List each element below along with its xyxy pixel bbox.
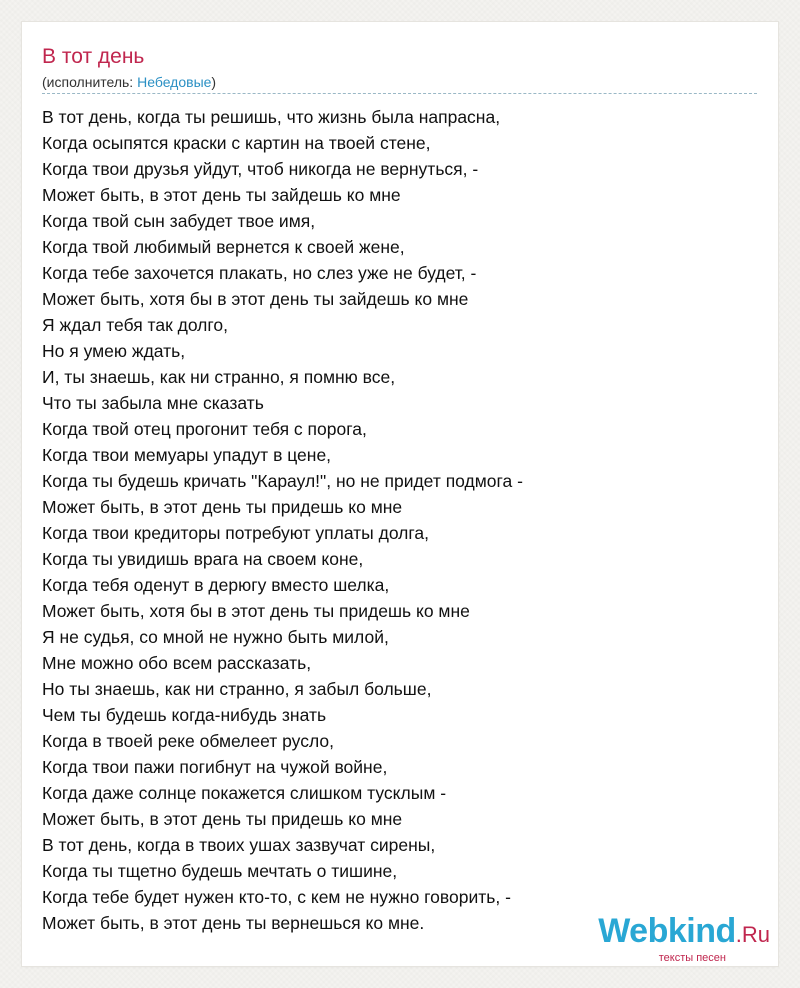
logo-tagline: тексты песен (658, 952, 726, 964)
lyric-line: Когда твои друзья уйдут, чтоб никогда не вернуться, - (42, 159, 479, 179)
lyric-line: Может быть, в этот день ты зайдешь ко мне (42, 185, 401, 205)
lyric-line: Когда твои кредиторы потребуют уплаты долга, (42, 523, 429, 543)
lyric-line: Но ты знаешь, как ни странно, я забыл больше, (42, 679, 432, 699)
lyric-line: Я не судья, со мной не нужно быть милой, (42, 627, 389, 647)
artist-link[interactable]: Небедовые (137, 74, 212, 90)
lyric-line: Чем ты будешь когда-нибудь знать (42, 705, 327, 725)
artist-label: (исполнитель: (42, 74, 138, 90)
lyrics-text (42, 104, 757, 936)
artist-line (42, 73, 216, 91)
lyrics-card (22, 22, 778, 966)
lyric-line: Может быть, хотя бы в этот день ты придешь ко мне (42, 601, 470, 621)
lyric-line: Когда тебя оденут в дерюгу вместо шелка, (42, 575, 390, 595)
lyric-line: Может быть, в этот день ты вернешься ко мне. (42, 913, 425, 933)
title-divider (42, 93, 757, 94)
lyric-line: Когда твои пажи погибнут на чужой войне, (42, 757, 388, 777)
logo-suffix: .Ru (735, 922, 770, 947)
lyric-line: Но я умею ждать, (42, 341, 186, 361)
lyric-line: Когда ты будешь кричать "Караул!", но не придет подмога - (42, 471, 523, 491)
lyric-line: Когда твой любимый вернется к своей жене, (42, 237, 405, 257)
lyric-line: Когда твой отец прогонит тебя с порога, (42, 419, 367, 439)
lyric-line: Когда ты тщетно будешь мечтать о тишине, (42, 861, 398, 881)
lyric-line: Что ты забыла мне сказать (42, 393, 264, 413)
lyric-line: Может быть, в этот день ты придешь ко мне (42, 497, 403, 517)
lyric-line: Я ждал тебя так долго, (42, 315, 228, 335)
lyric-line: Может быть, хотя бы в этот день ты зайдешь ко мне (42, 289, 469, 309)
lyric-line: Когда даже солнце покажется слишком тусклым - (42, 783, 447, 803)
song-title: В тот день (42, 45, 145, 68)
lyric-line: Когда осыпятся краски с картин на твоей стене, (42, 133, 431, 153)
lyric-line: Когда ты увидишь врага на своем коне, (42, 549, 364, 569)
lyric-line: Когда в твоей реке обмелеет русло, (42, 731, 334, 751)
site-logo[interactable] (570, 912, 770, 964)
lyric-line: Может быть, в этот день ты придешь ко мне (42, 809, 403, 829)
lyric-line: Когда твои мемуары упадут в цене, (42, 445, 332, 465)
lyric-line: Мне можно обо всем рассказать, (42, 653, 312, 673)
logo-name: Webkind (598, 912, 736, 950)
lyric-line: В тот день, когда в твоих ушах зазвучат сирены, (42, 835, 436, 855)
lyric-line: Когда тебе будет нужен кто-то, с кем не нужно говорить, - (42, 887, 511, 907)
lyric-line: Когда твой сын забудет твое имя, (42, 211, 316, 231)
lyric-line: Когда тебе захочется плакать, но слез уже не будет, - (42, 263, 477, 283)
lyric-line: В тот день, когда ты решишь, что жизнь была напрасна, (42, 107, 501, 127)
artist-close: ) (211, 74, 217, 90)
lyric-line: И, ты знаешь, как ни странно, я помню все, (42, 367, 396, 387)
